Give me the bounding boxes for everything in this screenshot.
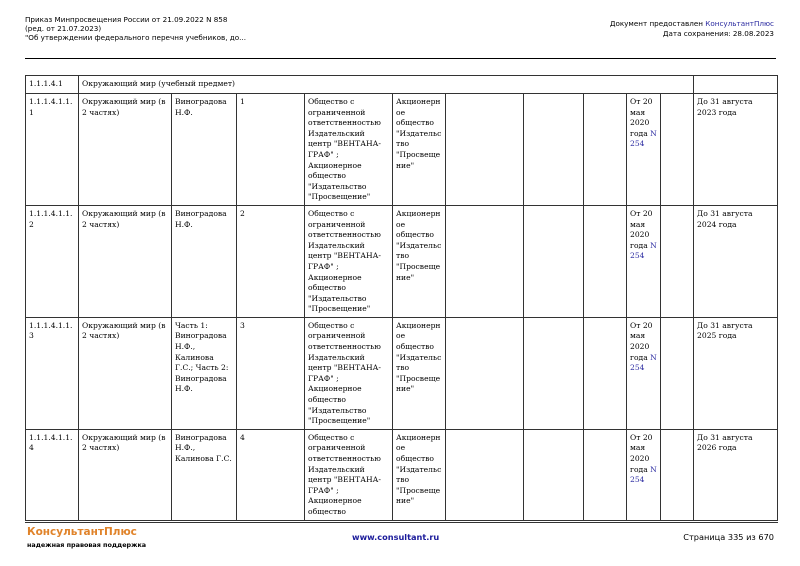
row-title: Окружающий мир (в 2 частях) [79,429,172,521]
row-empty-cell [584,94,627,206]
header-save-date: Дата сохранения: 28.08.2023 [662,28,774,38]
textbook-list-table [25,75,778,523]
row-empty-cell [446,205,524,317]
row-publisher: Общество с ограниченной ответственностью Издательский центр "ВЕНТАНА-ГРАФ" ; Акционерное общество "Издательство "Просвещение" [305,317,393,429]
row-grade: 3 [237,317,305,429]
row-order [627,94,661,206]
provided-by-label: Документ предоставлен [609,19,706,28]
row-empty-cell [524,205,584,317]
order-date: От 20 мая 2020 года [630,208,653,250]
consultant-brand-link[interactable]: КонсультантПлюс [705,19,774,28]
row-empty-cell [661,429,694,521]
row-order [627,205,661,317]
row-empty-cell [661,94,694,206]
row-publisher: Общество с ограниченной ответственностью Издательский центр "ВЕНТАНА-ГРАФ" ; Акционерное общество [305,429,393,521]
row-code: 1.1.1.4.1.1.1 [26,94,79,206]
row-rights-holder: Акционерное общество "Издательство "Просвещение" [393,94,446,206]
row-grade: 2 [237,205,305,317]
row-code: 1.1.1.4.1.1.3 [26,317,79,429]
row-authors: Виноградова Н.Ф. [172,205,237,317]
table-row [26,205,778,317]
row-empty-cell [584,429,627,521]
document-header-right [610,19,774,38]
row-empty-cell [661,205,694,317]
row-title: Окружающий мир (в 2 частях) [79,317,172,429]
row-valid-until: До 31 августа 2023 года [694,94,778,206]
document-header-left [25,15,305,42]
footer-website-link[interactable]: www.consultant.ru [352,532,440,542]
row-publisher: Общество с ограниченной ответственностью Издательский центр "ВЕНТАНА-ГРАФ" ; Акционерное общество "Издательство "Просвещение" [305,94,393,206]
order-date: От 20 мая 2020 года [630,432,653,474]
header-order-title: Приказ Минпросвещения России от 21.09.2022 N 858 [25,15,228,24]
order-number-link[interactable]: N 254 [630,240,657,261]
order-number-link[interactable]: N 254 [630,464,657,485]
footer-tagline: надежная правовая поддержка [27,541,147,549]
footer-brand-logo: КонсультантПлюс [27,526,137,538]
row-rights-holder: Акционерное общество "Издательство "Просвещение" [393,429,446,521]
section-row [26,76,778,94]
row-rights-holder: Акционерное общество "Издательство "Просвещение" [393,317,446,429]
order-number-link[interactable]: N 254 [630,128,657,149]
row-authors: Виноградова Н.Ф., Калинова Г.С. [172,429,237,521]
order-number-link[interactable]: N 254 [630,352,657,373]
row-empty-cell [446,94,524,206]
header-document-name: "Об утверждении федерального перечня учебников, до... [25,33,246,42]
row-order [627,317,661,429]
row-valid-until: До 31 августа 2025 года [694,317,778,429]
section-code: 1.1.1.4.1 [26,76,79,94]
header-provided-by [610,19,774,29]
row-code: 1.1.1.4.1.1.2 [26,205,79,317]
section-title: Окружающий мир (учебный предмет) [79,76,694,94]
row-code: 1.1.1.4.1.1.4 [26,429,79,521]
section-empty-cell [694,76,778,94]
table-row [26,317,778,429]
table-row [26,94,778,206]
row-empty-cell [524,317,584,429]
row-rights-holder: Акционерное общество "Издательство "Просвещение" [393,205,446,317]
row-publisher: Общество с ограниченной ответственностью Издательский центр "ВЕНТАНА-ГРАФ" ; Акционерное общество "Издательство "Просвещение" [305,205,393,317]
row-title: Окружающий мир (в 2 частях) [79,94,172,206]
order-date: От 20 мая 2020 года [630,97,653,138]
row-empty-cell [524,429,584,521]
row-empty-cell [584,205,627,317]
row-empty-cell [446,317,524,429]
table-row [26,429,778,521]
footer-page-number: Страница 335 из 670 [683,532,774,542]
row-valid-until: До 31 августа 2026 года [694,429,778,521]
row-order [627,429,661,521]
row-grade: 1 [237,94,305,206]
row-valid-until: До 31 августа 2024 года [694,205,778,317]
row-empty-cell [524,94,584,206]
row-authors: Виноградова Н.Ф. [172,94,237,206]
row-empty-cell [584,317,627,429]
order-date: От 20 мая 2020 года [630,320,653,362]
row-empty-cell [661,317,694,429]
row-authors: Часть 1: Виноградова Н.Ф., Калинова Г.С.; Часть 2: Виноградова Н.Ф. [172,317,237,429]
row-empty-cell [446,429,524,521]
header-divider [25,58,776,59]
row-grade: 4 [237,429,305,521]
header-revision: (ред. от 21.07.2023) [25,24,102,33]
row-title: Окружающий мир (в 2 частях) [79,205,172,317]
